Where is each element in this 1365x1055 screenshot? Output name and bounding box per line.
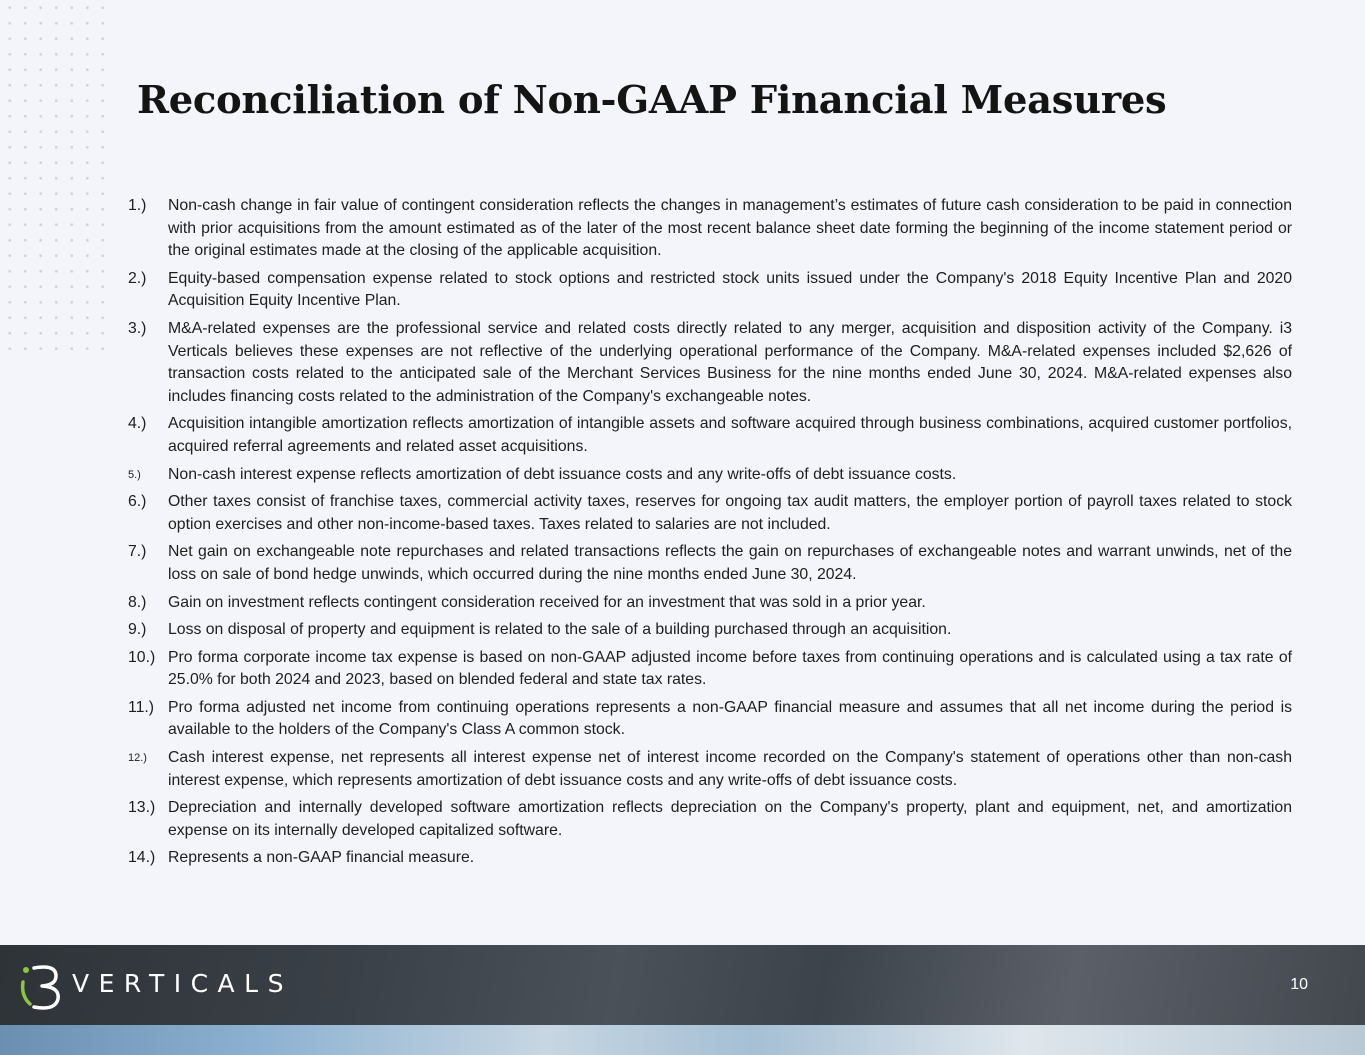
footnote-text: Equity-based compensation expense related to stock options and restricted stock units issued under the Company's 2018 Equity Incentive Plan and 2020 Acquisition Equity Incentive Plan. — [168, 269, 1292, 310]
footnote-number: 5.) — [128, 468, 141, 481]
page-number: 10 — [1290, 976, 1308, 993]
footnote-item — [128, 697, 1292, 742]
footnote-item — [128, 195, 1292, 263]
footnote-number: 9.) — [128, 621, 147, 639]
footer-image-band — [0, 1025, 1365, 1055]
footnote-item — [128, 619, 1292, 642]
footnote-text: Pro forma corporate income tax expense is based on non-GAAP adjusted income before taxes from continuing operations and is calculated using a tax rate of 25.0% for both 2024 and 2023, based on blended federal and state tax rates. — [168, 648, 1292, 689]
footnote-text: Loss on disposal of property and equipment is related to the sale of a building purchased through an acquisition. — [168, 621, 952, 639]
footnote-text: Pro forma adjusted net income from continuing operations represents a non-GAAP financial measure and assumes that all net income during the period is available to the holders of the Company's Class A common stock. — [168, 698, 1292, 739]
i3-logo-mark-icon — [20, 962, 68, 1012]
footnote-item — [128, 413, 1292, 458]
footnote-text: Net gain on exchangeable note repurchases and related transactions reflects the gain on repurchases of exchangeable notes and warrant unwinds, net of the loss on sale of bond hedge unwinds, which occurred during the nine months ended June 30, 2024. — [168, 543, 1292, 583]
footnote-number: 10.) — [128, 648, 156, 666]
footnote-text: Gain on investment reflects contingent consideration received for an investment that was sold in a prior year. — [168, 593, 926, 611]
footnote-text: Cash interest expense, net represents all interest expense net of interest income recorded on the Company's statement of operations other than non-cash interest expense, which represents amortization of debt issuance costs and any write-offs of debt issuance costs. — [168, 749, 1292, 789]
footnote-number: 4.) — [128, 415, 147, 433]
footnote-number: 6.) — [128, 493, 147, 511]
footnote-number: 7.) — [128, 543, 147, 561]
footnote-number: 1.) — [128, 197, 147, 214]
footnote-list — [128, 195, 1292, 875]
footnote-text: Depreciation and internally developed software amortization reflects depreciation on the Company's property, plant and equipment, net, and amortization expense on its internally developed capitalized software. — [168, 799, 1292, 839]
footnote-number: 13.) — [128, 799, 156, 817]
footnote-text: Other taxes consist of franchise taxes, commercial activity taxes, reserves for ongoing tax audit matters, the employer portion of payroll taxes related to stock option exercises and other non-income-based taxes. Taxes related to salaries are not included. — [168, 493, 1292, 533]
footer-bar — [0, 945, 1365, 1055]
company-logo — [20, 962, 293, 1012]
footnote-number: 12.) — [128, 752, 147, 765]
footnote-number: 2.) — [128, 269, 147, 287]
footnote-item — [128, 491, 1292, 536]
footnote-number: 3.) — [128, 319, 147, 337]
footnote-item — [128, 747, 1292, 792]
footnote-item — [128, 847, 1292, 870]
footnote-text: Non-cash interest expense reflects amortization of debt issuance costs and any write-offs of debt issuance costs. — [168, 465, 957, 483]
logo-wordmark: VERTICALS — [72, 969, 293, 998]
footnote-text: M&A-related expenses are the professional service and related costs directly related to any merger, acquisition and disposition activity of the Company. i3 Verticals believes these expenses are not reflective of the underlying operational performance of the Company. M&A-related expenses included $2,626 of transaction costs related to the anticipated sale of the Merchant Services Business for the nine months ended June 30, 2024. M&A-related expenses also includes financing costs related to the administration of the Company's exchangeable notes. — [168, 319, 1292, 405]
decorative-dot-grid — [0, 0, 112, 350]
footnote-item — [128, 268, 1292, 313]
page-title: Reconciliation of Non-GAAP Financial Measures — [137, 78, 1167, 123]
footnote-item — [128, 797, 1292, 842]
footnote-text: Acquisition intangible amortization reflects amortization of intangible assets and software acquired through business combinations, acquired customer portfolios, acquired referral agreements and related asset acquisitions. — [168, 415, 1292, 455]
footnote-text: Represents a non-GAAP financial measure. — [168, 849, 475, 867]
footnote-item — [128, 592, 1292, 615]
footnote-item — [128, 318, 1292, 408]
footnote-number: 11.) — [128, 698, 155, 716]
footnote-item — [128, 541, 1292, 586]
footnote-text: Non-cash change in fair value of contingent consideration reflects the changes in management’s estimates of future cash consideration to be paid in connection with prior acquisitions from the amount estimated as of the later of the most recent balance sheet date forming the beginning of the income statement period or the original estimates made at the closing of the applicable acquisition. — [168, 197, 1292, 260]
footnote-number: 8.) — [128, 593, 147, 611]
footnote-item — [128, 647, 1292, 692]
footnote-number: 14.) — [128, 849, 156, 867]
footnote-item — [128, 464, 1292, 487]
